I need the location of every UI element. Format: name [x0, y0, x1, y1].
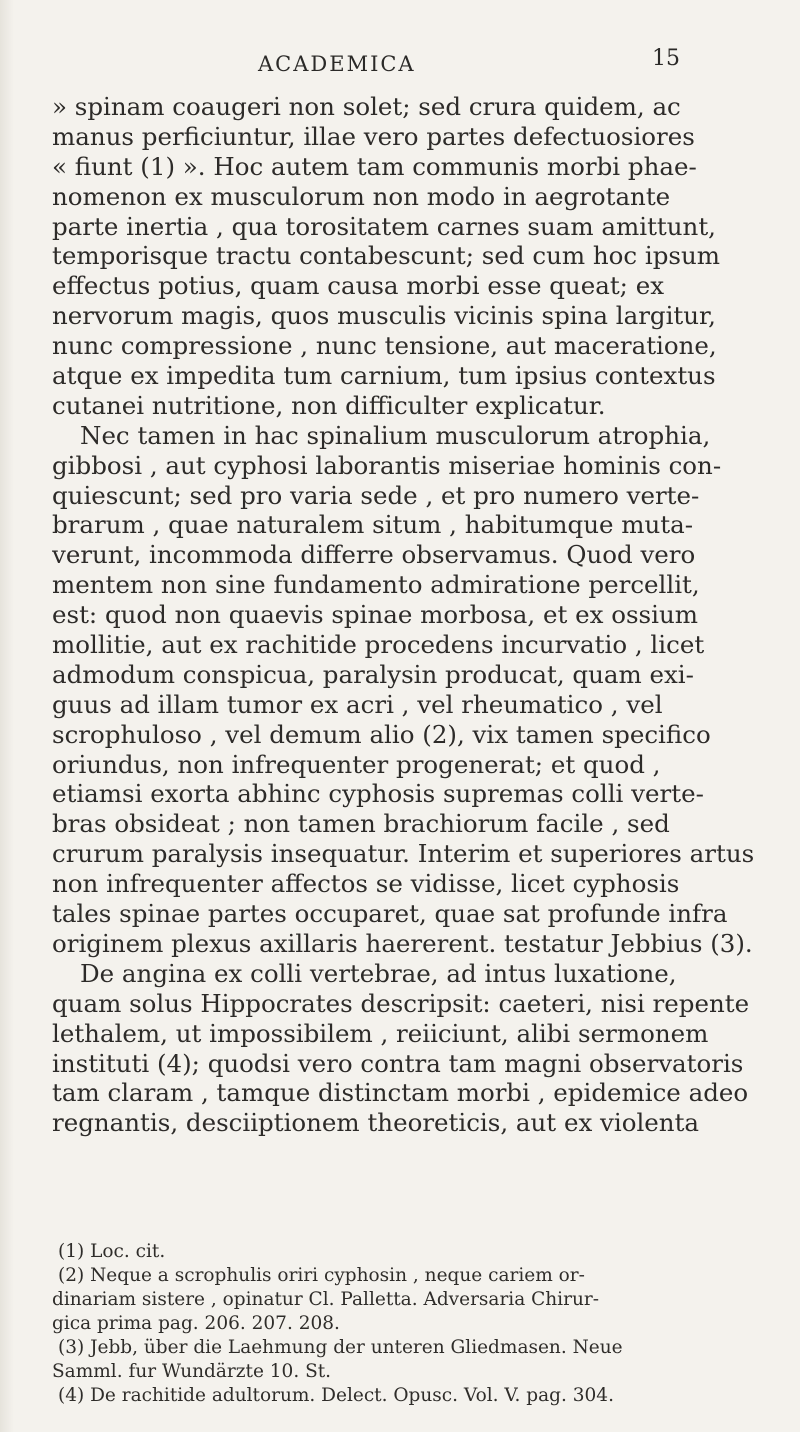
text-line: mollitie, aut ex rachitide procedens incurvatio , licet: [52, 630, 705, 660]
text-line: admodum conspicua, paralysin producat, quam exi-: [52, 659, 694, 689]
text-line: bras obsideat ; non tamen brachiorum facile , sed: [52, 809, 670, 839]
page-number: 15: [652, 46, 680, 71]
text-line: nervorum magis, quos musculis vicinis spina largitur,: [52, 301, 716, 331]
text-line: guus ad illam tumor ex acri , vel rheumatico , vel: [52, 689, 663, 719]
text-line: » spinam coaugeri non solet; sed crura quidem, ac: [52, 92, 681, 121]
text-line: verunt, incommoda differre observamus. Quod vero: [52, 540, 696, 570]
page-header: [0, 46, 800, 82]
text-line: atque ex impedita tum carnium, tum ipsius contextus: [52, 361, 716, 391]
text-line: brarum , quae naturalem situm , habitumque muta-: [52, 510, 694, 540]
footnote-line: gica prima pag. 206. 207. 208.: [52, 1313, 340, 1334]
text-line: lethalem, ut impossibilem , reiiciunt, alibi sermonem: [52, 1018, 709, 1048]
text-line: effectus potius, quam causa morbi esse queat; ex: [52, 271, 665, 301]
text-line: nomenon ex musculorum non modo in aegrotante: [52, 181, 671, 211]
text-line: quam solus Hippocrates descripsit: caeteri, nisi repente: [52, 988, 750, 1018]
footnotes: [52, 1240, 770, 1408]
text-line: nunc compressione , nunc tensione, aut maceratione,: [52, 331, 717, 361]
footnote-line: (4) De rachitide adultorum. Delect. Opusc. Vol. V. pag. 304.: [58, 1385, 614, 1406]
text-line: originem plexus axillaris haererent. testatur Jebbius (3).: [52, 928, 753, 958]
text-line: regnantis, desciiptionem theoreticis, aut ex violenta: [52, 1108, 700, 1138]
footnote-line: Samml. fur Wundärzte 10. St.: [52, 1361, 332, 1382]
text-line: etiamsi exorta abhinc cyphosis supremas colli verte-: [52, 779, 704, 809]
running-head: ACADEMICA: [258, 52, 416, 76]
text-line: parte inertia , qua torositatem carnes suam amittunt,: [52, 211, 716, 241]
text-line: scrophuloso , vel demum alio (2), vix tamen specifico: [52, 719, 711, 749]
text-line: instituti (4); quodsi vero contra tam magni observatoris: [52, 1048, 744, 1078]
footnote-line: dinariam sistere , opinatur Cl. Palletta. Adversaria Chirur-: [52, 1289, 599, 1310]
text-line: gibbosi , aut cyphosi laborantis miseriae hominis con-: [52, 450, 722, 480]
text-line: Nec tamen in hac spinalium musculorum atrophia,: [80, 420, 711, 450]
text-line: mentem non sine fundamento admiratione percellit,: [52, 570, 700, 600]
text-line: cutanei nutritione, non difficulter explicatur.: [52, 390, 606, 420]
text-line: oriundus, non infrequenter progenerat; et quod ,: [52, 749, 661, 779]
text-line: est: quod non quaevis spinae morbosa, et ex ossium: [52, 600, 698, 630]
footnote-line: (2) Neque a scrophulis oriri cyphosin , neque cariem or-: [58, 1265, 585, 1286]
text-line: tales spinae partes occuparet, quae sat profunde infra: [52, 899, 728, 929]
text-line: De angina ex colli vertebrae, ad intus luxatione,: [80, 958, 677, 988]
text-line: quiescunt; sed pro varia sede , et pro numero verte-: [52, 480, 700, 510]
text-line: crurum paralysis insequatur. Interim et superiores artus: [52, 839, 755, 869]
footnote-line: (1) Loc. cit.: [58, 1241, 166, 1262]
text-line: manus perficiuntur, illae vero partes defectuosiores: [52, 121, 695, 151]
body-text: [52, 92, 770, 1138]
text-line: temporisque tractu contabescunt; sed cum hoc ipsum: [52, 241, 721, 271]
text-line: « fiunt (1) ». Hoc autem tam communis morbi phae-: [52, 151, 697, 181]
text-line: non infrequenter affectos se vidisse, licet cyphosis: [52, 869, 680, 899]
text-line: tam claram , tamque distinctam morbi , epidemice adeo: [52, 1078, 749, 1108]
footnote-line: (3) Jebb, über die Laehmung der unteren Gliedmasen. Neue: [58, 1337, 623, 1358]
page-edge-shadow: [0, 0, 14, 1432]
